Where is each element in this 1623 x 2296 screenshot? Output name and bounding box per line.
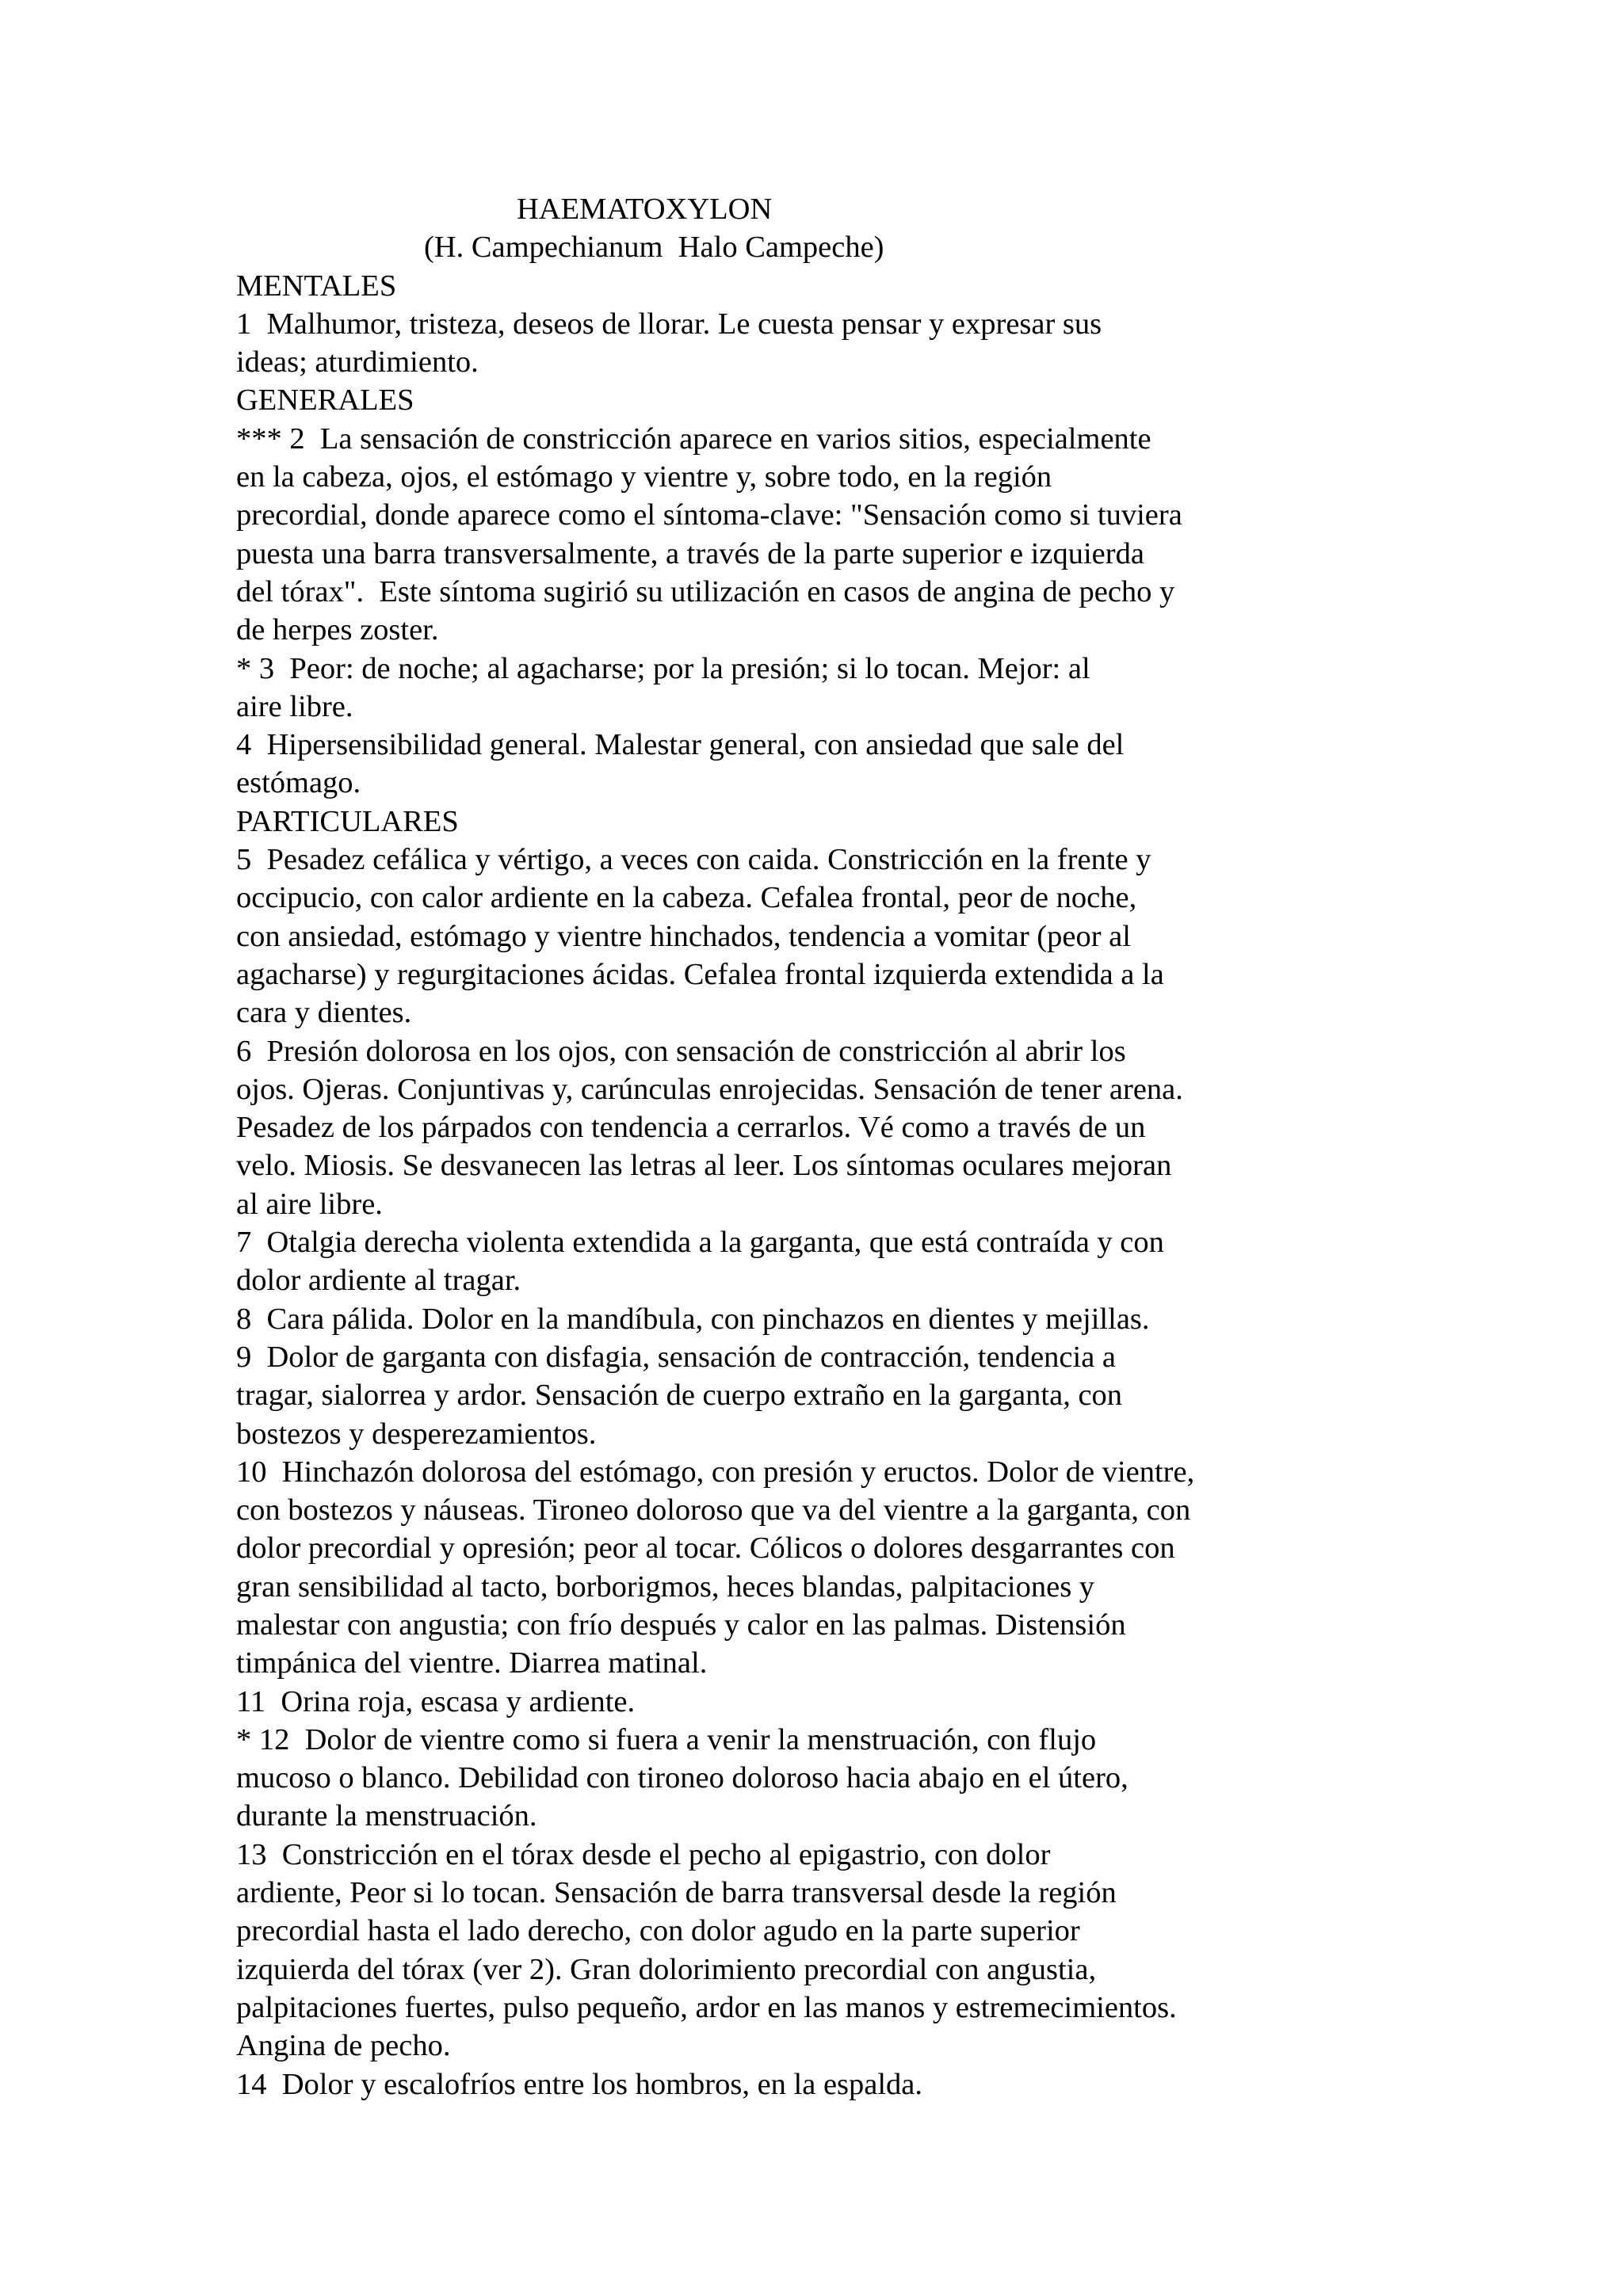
text-line: 9 Dolor de garganta con disfagia, sensación de contracción, tendencia a: [236, 1340, 1116, 1374]
text-line: dolor ardiente al tragar.: [236, 1264, 521, 1298]
document-subtitle: (H. Campechianum Halo Campeche): [424, 231, 884, 265]
text-line: 10 Hinchazón dolorosa del estómago, con presión y eructos. Dolor de vientre,: [236, 1455, 1195, 1489]
text-line: 14 Dolor y escalofríos entre los hombros, en la espalda.: [236, 2067, 923, 2101]
text-line: mucoso o blanco. Debilidad con tironeo doloroso hacia abajo en el útero,: [236, 1761, 1128, 1795]
text-line: * 12 Dolor de vientre como si fuera a venir la menstruación, con flujo: [236, 1722, 1097, 1756]
text-line: ojos. Ojeras. Conjuntivas y, carúnculas enrojecidas. Sensación de tener arena.: [236, 1072, 1183, 1106]
text-line: 11 Orina roja, escasa y ardiente.: [236, 1684, 636, 1718]
section-heading: PARTICULARES: [236, 804, 459, 838]
text-line: *** 2 La sensación de constricción aparece en varios sitios, especialmente: [236, 421, 1151, 456]
text-line: Angina de pecho.: [236, 2029, 451, 2063]
text-line: 13 Constricción en el tórax desde el pecho al epigastrio, con dolor: [236, 1837, 1051, 1871]
text-line: occipucio, con calor ardiente en la cabeza. Cefalea frontal, peor de noche,: [236, 881, 1137, 915]
text-line: gran sensibilidad al tacto, borborigmos, heces blandas, palpitaciones y: [236, 1569, 1095, 1604]
text-line: precordial hasta el lado derecho, con dolor agudo en la parte superior: [236, 1914, 1080, 1948]
section-heading: GENERALES: [236, 383, 414, 418]
text-line: al aire libre.: [236, 1187, 383, 1221]
text-line: ideas; aturdimiento.: [236, 345, 479, 379]
text-line: 8 Cara pálida. Dolor en la mandíbula, con pinchazos en dientes y mejillas.: [236, 1302, 1150, 1336]
text-line: con ansiedad, estómago y vientre hinchados, tendencia a vomitar (peor al: [236, 919, 1131, 953]
text-line: velo. Miosis. Se desvanecen las letras al leer. Los síntomas oculares mejoran: [236, 1149, 1172, 1183]
text-line: ardiente, Peor si lo tocan. Sensación de barra transversal desde la región: [236, 1876, 1117, 1910]
text-line: Pesadez de los párpados con tendencia a cerrarlos. Vé como a través de un: [236, 1111, 1146, 1145]
text-line: malestar con angustia; con frío después y calor en las palmas. Distensión: [236, 1608, 1126, 1642]
text-line: dolor precordial y opresión; peor al tocar. Cólicos o dolores desgarrantes con: [236, 1531, 1175, 1566]
document-page: [236, 190, 1520, 2103]
text-line: precordial, donde aparece como el síntoma-clave: "Sensación como si tuviera: [236, 498, 1182, 532]
text-line: estómago.: [236, 766, 361, 800]
text-line: del tórax". Este síntoma sugirió su utilización en casos de angina de pecho y: [236, 574, 1175, 608]
text-line: palpitaciones fuertes, pulso pequeño, ardor en las manos y estremecimientos.: [236, 1990, 1177, 2024]
text-line: en la cabeza, ojos, el estómago y vientre y, sobre todo, en la región: [236, 460, 1052, 494]
text-line: agacharse) y regurgitaciones ácidas. Cefalea frontal izquierda extendida a la: [236, 957, 1164, 991]
text-line: 6 Presión dolorosa en los ojos, con sensación de constricción al abrir los: [236, 1034, 1126, 1068]
text-line: izquierda del tórax (ver 2). Gran dolorimiento precordial con angustia,: [236, 1952, 1097, 1986]
text-line: con bostezos y náuseas. Tironeo doloroso que va del vientre a la garganta, con: [236, 1493, 1191, 1527]
text-line: puesta una barra transversalmente, a través de la parte superior e izquierda: [236, 536, 1144, 570]
text-line: * 3 Peor: de noche; al agacharse; por la presión; si lo tocan. Mejor: al: [236, 651, 1090, 685]
text-line: 5 Pesadez cefálica y vértigo, a veces con caida. Constricción en la frente y: [236, 843, 1151, 877]
text-line: aire libre.: [236, 689, 353, 723]
text-line: cara y dientes.: [236, 996, 412, 1030]
text-line: de herpes zoster.: [236, 613, 439, 647]
text-line: timpánica del vientre. Diarrea matinal.: [236, 1646, 708, 1680]
text-line: 1 Malhumor, tristeza, deseos de llorar. Le cuesta pensar y expresar sus: [236, 307, 1102, 341]
document-title: HAEMATOXYLON: [517, 193, 773, 226]
text-line: durante la menstruación.: [236, 1799, 537, 1833]
document-body: [236, 267, 1520, 2103]
text-line: 7 Otalgia derecha violenta extendida a la garganta, que está contraída y con: [236, 1226, 1164, 1260]
text-line: 4 Hipersensibilidad general. Malestar general, con ansiedad que sale del: [236, 728, 1125, 762]
text-line: bostezos y desperezamientos.: [236, 1417, 597, 1451]
text-line: tragar, sialorrea y ardor. Sensación de cuerpo extraño en la garganta, con: [236, 1379, 1123, 1413]
section-heading: MENTALES: [236, 269, 397, 303]
